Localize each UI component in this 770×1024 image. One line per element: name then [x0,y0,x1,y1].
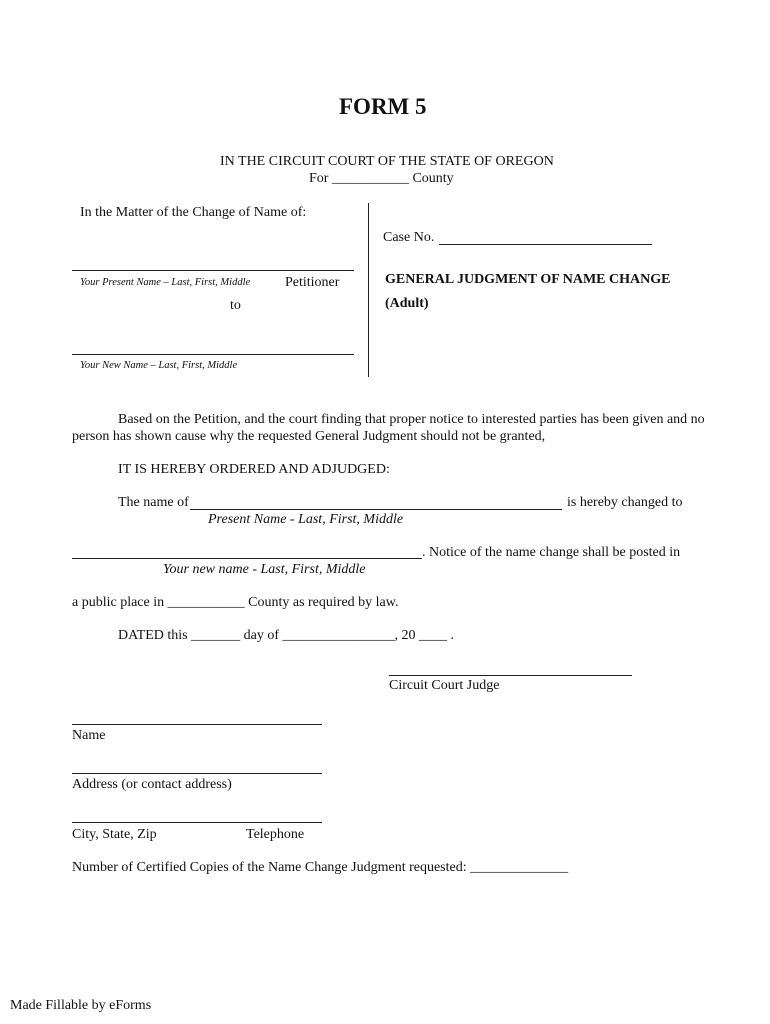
public-place-line: a public place in ___________ County as required by law. [72,595,399,610]
present-name-field[interactable] [190,509,562,510]
name-label: Name [72,728,106,743]
present-name-hint: Your Present Name – Last, First, Middle [80,277,251,288]
matter-label: In the Matter of the Change of Name of: [80,205,307,220]
name-of-label: The name of [118,495,189,510]
judgment-title: GENERAL JUDGMENT OF NAME CHANGE [385,272,671,287]
petition-paragraph-line1: Based on the Petition, and the court finding that proper notice to interested parties has been given and no [118,412,705,427]
case-no-field[interactable] [439,244,652,245]
present-name-field-hint: Present Name - Last, First, Middle [208,512,404,527]
ordered-heading: IT IS HEREBY ORDERED AND ADJUDGED: [118,462,390,477]
judge-label: Circuit Court Judge [389,678,500,693]
petitioner-label: Petitioner [285,275,340,290]
caption-divider [368,203,369,377]
notice-text: . Notice of the name change shall be posted in [422,545,681,560]
eforms-footer: Made Fillable by eForms [10,998,152,1013]
judge-signature-line[interactable] [389,675,632,676]
address-line[interactable] [72,773,322,774]
name-line[interactable] [72,724,322,725]
case-no-label: Case No. [383,230,435,245]
petition-paragraph-line2: person has shown cause why the requested General Judgment should not be granted, [72,429,546,444]
county-line: For ___________ County [309,171,454,186]
form-title: FORM 5 [339,94,427,119]
city-label: City, State, Zip [72,827,157,842]
city-line[interactable] [72,822,322,823]
present-name-line[interactable] [72,270,354,271]
new-name-line[interactable] [72,354,354,355]
telephone-label: Telephone [246,827,305,842]
new-name-field-hint: Your new name - Last, First, Middle [163,562,366,577]
court-name: IN THE CIRCUIT COURT OF THE STATE OF OREGON [220,154,554,169]
new-name-hint: Your New Name – Last, First, Middle [80,360,238,371]
new-name-field[interactable] [72,558,422,559]
address-label: Address (or contact address) [72,777,232,792]
certified-copies-line: Number of Certified Copies of the Name Change Judgment requested: ______________ [72,860,569,875]
dated-line: DATED this _______ day of ________________, 20 ____ . [118,628,454,643]
judgment-subtitle: (Adult) [385,296,429,311]
to-label: to [230,298,241,313]
hereby-changed-label: is hereby changed to [567,495,683,510]
